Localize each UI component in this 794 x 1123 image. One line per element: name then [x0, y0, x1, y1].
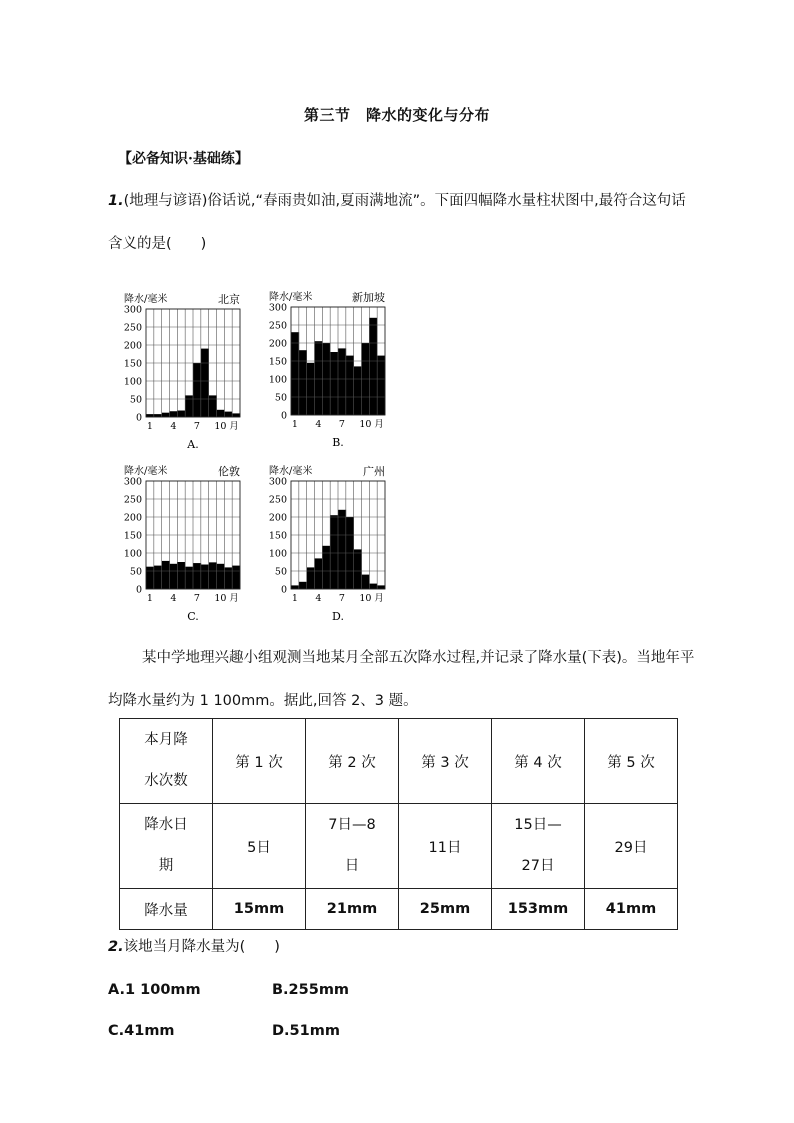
- chart-bar-4-2: [299, 582, 307, 589]
- chart-ylabel: 降水/毫米: [124, 466, 168, 477]
- chart-ytick-label: 200: [123, 340, 142, 352]
- chart-bar-1-8: [201, 349, 209, 417]
- chart-ytick-label: 250: [268, 320, 287, 332]
- option-c[interactable]: C.41mm: [108, 1023, 175, 1039]
- chart-bar-4-9: [354, 549, 362, 589]
- table-header-cell: 降水量: [120, 889, 213, 930]
- chart-xtick-label: 7: [338, 419, 345, 430]
- chart-bar-1-12: [232, 413, 240, 417]
- chart-xtick-label: 10: [359, 419, 372, 430]
- chart-ytick-label: 50: [274, 392, 287, 404]
- chart-option-label: D.: [332, 610, 344, 622]
- chart-ytick-label: 100: [268, 548, 287, 560]
- chart-ytick-label: 250: [123, 494, 142, 506]
- chart-bar-4-1: [291, 585, 299, 589]
- question-1-text: (地理与谚语)俗话说,“春雨贵如油,夏雨满地流”。下面四幅降水量柱状图中,最符合这句话含义的是( ): [108, 193, 686, 252]
- chart-ytick-label: 150: [268, 530, 287, 542]
- question-1: [108, 180, 698, 266]
- chart-xtick-label: 10: [214, 593, 227, 604]
- table-cell: 21mm: [306, 889, 399, 930]
- chart-xlabel: 月: [229, 421, 239, 432]
- chart-bar-1-11: [224, 412, 232, 417]
- chart-ylabel: 降水/毫米: [269, 292, 313, 303]
- chart-option-label: C.: [187, 610, 199, 622]
- chart-xtick-label: 4: [315, 419, 322, 430]
- chart-bar-1-10: [217, 410, 225, 417]
- chart-bar-3-2: [154, 566, 162, 589]
- table-cell: 第 3 次: [399, 719, 492, 804]
- chart-ytick-label: 200: [268, 512, 287, 524]
- table-cell: 41mm: [585, 889, 678, 930]
- chart-ytick-label: 200: [123, 512, 142, 524]
- chart-bar-2-2: [299, 350, 307, 415]
- option-a[interactable]: A.1 100mm: [108, 982, 201, 998]
- chart-bar-1-7: [193, 363, 201, 417]
- chart-ytick-label: 100: [123, 548, 142, 560]
- table-cell: 153mm: [492, 889, 585, 930]
- table-cell: 第 2 次: [306, 719, 399, 804]
- chart-xtick-label: 1: [146, 593, 153, 604]
- chart-option-label: B.: [332, 436, 344, 449]
- chart-bar-3-12: [232, 566, 240, 589]
- table-cell: 第 5 次: [585, 719, 678, 804]
- intro-paragraph: 某中学地理兴趣小组观测当地某月全部五次降水过程,并记录了降水量(下表)。当地年平均降水量约为 1 100mm。据此,回答 2、3 题。: [108, 650, 695, 709]
- table-header-cell: 本月降水次数: [120, 719, 213, 804]
- chart-ytick-label: 100: [123, 376, 142, 388]
- chart-bar-1-9: [209, 395, 217, 417]
- chart-bar-3-1: [146, 567, 154, 589]
- chart-bar-2-4: [315, 341, 323, 415]
- chart-bar-2-7: [338, 348, 346, 415]
- chart-xtick-label: 4: [315, 593, 322, 604]
- table-row: [120, 719, 678, 804]
- question-1-number: 1.: [108, 193, 124, 209]
- chart-bar-2-9: [354, 366, 362, 415]
- chart-bar-4-12: [377, 585, 385, 589]
- chart-bar-3-5: [177, 562, 185, 589]
- option-d[interactable]: D.51mm: [272, 1023, 340, 1039]
- chart-bar-4-10: [362, 575, 370, 589]
- chart-bar-1-3: [162, 413, 170, 417]
- chart-ytick-label: 150: [268, 356, 287, 368]
- option-b[interactable]: B.255mm: [272, 982, 350, 998]
- chart-bar-3-11: [224, 567, 232, 589]
- chart-ytick-label: 50: [129, 394, 142, 406]
- chart-bar-1-4: [170, 411, 178, 417]
- chart-xtick-label: 7: [338, 593, 345, 604]
- chart-ylabel: 降水/毫米: [124, 294, 168, 305]
- question-2-number: 2.: [108, 939, 124, 955]
- chart-ytick-label: 100: [268, 374, 287, 386]
- chart-xtick-label: 1: [291, 593, 298, 604]
- chart-bar-2-3: [307, 363, 315, 415]
- table-cell: 第 1 次: [213, 719, 306, 804]
- chart-bar-3-3: [162, 561, 170, 589]
- table-row: [120, 889, 678, 930]
- chart-bar-1-5: [177, 411, 185, 417]
- chart-option-label: A.: [187, 438, 199, 451]
- chart-xtick-label: 1: [146, 421, 153, 432]
- chart-ylabel: 降水/毫米: [269, 466, 313, 477]
- chart-ytick-label: 300: [268, 302, 287, 314]
- table-cell: 29日: [585, 804, 678, 889]
- chart-place-label: 广州: [363, 465, 385, 478]
- table-cell: 5日: [213, 804, 306, 889]
- chart-xlabel: 月: [374, 593, 384, 604]
- chart-bar-3-4: [170, 564, 178, 589]
- chart-bar-1-6: [185, 395, 193, 417]
- chart-bar-4-7: [338, 510, 346, 589]
- chart-ytick-label: 250: [268, 494, 287, 506]
- chart-bar-4-3: [307, 567, 315, 589]
- chart-xtick-label: 10: [214, 421, 227, 432]
- chart-place-label: 北京: [218, 293, 240, 306]
- table-row: [120, 804, 678, 889]
- chart-xtick-label: 1: [291, 419, 298, 430]
- precipitation-table: [119, 718, 678, 930]
- chart-bar-4-4: [315, 558, 323, 589]
- chart-ytick-label: 0: [280, 584, 287, 596]
- chart-place-label: 新加坡: [352, 291, 385, 304]
- chart-bar-2-1: [291, 332, 299, 415]
- table-header-cell: 降水日期: [120, 804, 213, 889]
- chart-bar-3-9: [209, 562, 217, 589]
- chart-bar-3-8: [201, 565, 209, 589]
- table-cell: 第 4 次: [492, 719, 585, 804]
- question-2-text: 该地当月降水量为( ): [123, 939, 280, 955]
- chart-bar-3-7: [193, 563, 201, 589]
- chart-ytick-label: 50: [129, 566, 142, 578]
- chart-xtick-label: 4: [170, 421, 177, 432]
- chart-ytick-label: 300: [123, 304, 142, 316]
- chart-bar-2-12: [377, 356, 385, 415]
- table-cell: 15日—27日: [492, 804, 585, 889]
- chart-bar-2-6: [330, 352, 338, 415]
- chart-bar-3-10: [217, 564, 225, 589]
- chart-ytick-label: 150: [123, 530, 142, 542]
- question-2: [108, 935, 280, 956]
- chart-ytick-label: 50: [274, 566, 287, 578]
- section-label: 【必备知识·基础练】: [118, 151, 249, 167]
- chart-ytick-label: 250: [123, 322, 142, 334]
- chart-ytick-label: 0: [135, 584, 142, 596]
- chart-ytick-label: 300: [123, 476, 142, 488]
- chart-xlabel: 月: [374, 419, 384, 430]
- precipitation-charts: [110, 282, 410, 622]
- chart-ytick-label: 200: [268, 338, 287, 350]
- table-cell: 7日—8日: [306, 804, 399, 889]
- chart-ytick-label: 300: [268, 476, 287, 488]
- chart-bar-2-11: [369, 318, 377, 415]
- chart-xtick-label: 7: [193, 593, 200, 604]
- chart-place-label: 伦敦: [218, 465, 240, 478]
- table-cell: 25mm: [399, 889, 492, 930]
- table-cell: 11日: [399, 804, 492, 889]
- chart-xtick-label: 10: [359, 593, 372, 604]
- chart-bar-3-6: [185, 567, 193, 589]
- chart-xtick-label: 7: [193, 421, 200, 432]
- page-title: 第三节 降水的变化与分布: [303, 106, 490, 124]
- chart-xtick-label: 4: [170, 593, 177, 604]
- chart-bar-4-6: [330, 515, 338, 589]
- chart-bar-2-8: [346, 356, 354, 415]
- chart-ytick-label: 0: [135, 412, 142, 424]
- chart-bar-4-11: [369, 584, 377, 589]
- table-cell: 15mm: [213, 889, 306, 930]
- chart-xlabel: 月: [229, 593, 239, 604]
- chart-ytick-label: 0: [280, 410, 287, 422]
- chart-bar-4-5: [322, 546, 330, 589]
- chart-ytick-label: 150: [123, 358, 142, 370]
